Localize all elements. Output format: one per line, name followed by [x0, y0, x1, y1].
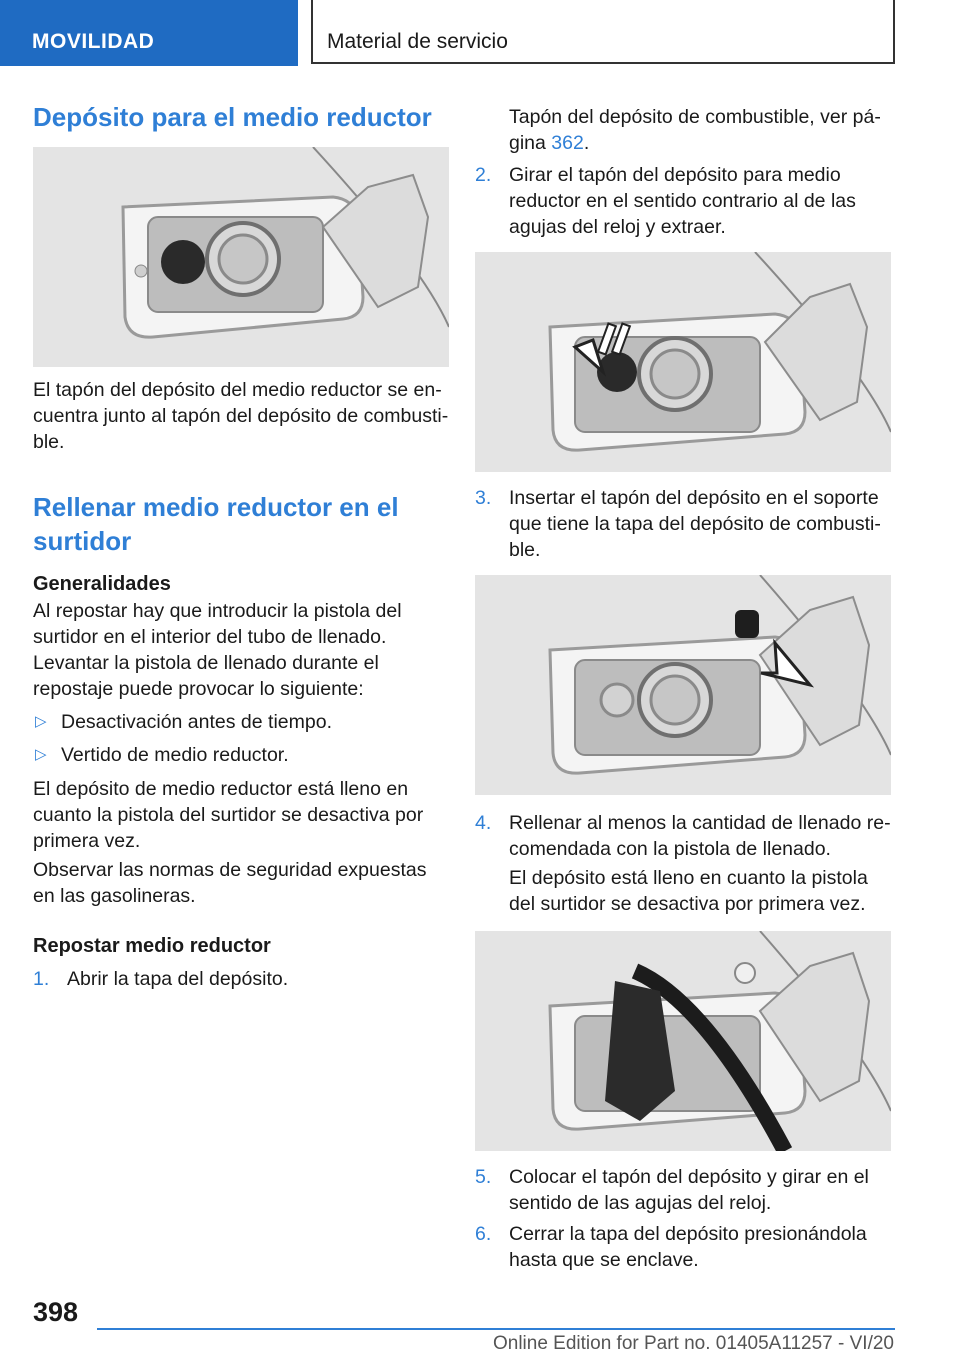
illustration-unscrew-cap [475, 252, 891, 472]
chapter-tab[interactable]: MOVILIDAD [0, 0, 298, 66]
paragraph-safety: Observar las normas de seguridad expuestas en las gasolineras. [33, 859, 427, 907]
step-number: 5. [475, 1166, 492, 1188]
step-text: Rellenar al menos la cantidad de llenado recomendada con la pistola de llenado. [509, 812, 891, 860]
paragraph-generalidades: Al repostar hay que introducir la pistola del surtidor en el interior del tubo de llenado. Levantar la pistola de llenado durante el repostaje puede provocar lo siguiente: [33, 600, 402, 700]
section-title: Material de servicio [311, 0, 895, 64]
bullet-item [33, 709, 449, 735]
illustration-cap-holder [475, 575, 891, 795]
illustration-nozzle-filling [475, 931, 891, 1151]
step-item [33, 966, 449, 992]
step-item [475, 162, 893, 240]
bullet-text: Desactivación antes de tiempo. [61, 711, 332, 733]
paragraph-cap-location: El tapón del depósito del medio reductor se encuentra junto al tapón del depósito de combustible. [33, 379, 449, 453]
step-text: Girar el tapón del depósito para medio reductor en el sentido contrario al de las agujas del reloj y extraer. [509, 164, 856, 238]
step-text: Cerrar la tapa del depósito presionándola hasta que se enclave. [509, 1223, 867, 1271]
step-continuation-text: Tapón del depósito de combustible, ver página [509, 106, 881, 154]
bullet-item [33, 742, 449, 768]
step-4-detail: El depósito está lleno en cuanto la pistola del surtidor se desactiva por primera vez. [509, 867, 868, 915]
step-continuation [475, 104, 893, 156]
cap-holder-drawing [475, 575, 891, 795]
step-item [475, 485, 893, 563]
subheading-repostar: Repostar medio reductor [33, 935, 271, 957]
nozzle-drawing [475, 931, 891, 1151]
page-number: 398 [33, 1297, 79, 1327]
paragraph-full-indication: El depósito de medio reductor está lleno en cuanto la pistola del surtidor se desactiva por primera vez. [33, 778, 424, 852]
unscrew-drawing [475, 252, 891, 472]
footer-divider [97, 1328, 895, 1330]
subheading-generalidades: Generalidades [33, 573, 171, 595]
heading-deposito: Depósito para el medio reductor [33, 102, 432, 132]
edition-note[interactable]: Online Edition for Part no. 01405A11257 - VI/20 [492, 1333, 894, 1354]
illustration-tank-flap-open [33, 147, 449, 367]
heading-rellenar: Rellenar medio reductor en el surtidor [33, 492, 399, 556]
step-item [475, 810, 893, 862]
fuel-flap-drawing [33, 147, 449, 367]
step-number: 4. [475, 812, 492, 834]
triangle-bullet-icon: ▷ [35, 746, 47, 763]
step-text: Colocar el tapón del depósito y girar en el sentido de las agujas del reloj. [509, 1166, 869, 1214]
step-item [475, 1164, 893, 1216]
bullet-text: Vertido de medio reductor. [61, 744, 289, 766]
step-item [475, 1221, 893, 1273]
step-number: 3. [475, 487, 492, 509]
step-number: 6. [475, 1223, 492, 1245]
step-number: 1. [33, 968, 50, 990]
step-text: Abrir la tapa del depósito. [67, 968, 289, 990]
step-text: Insertar el tapón del depósito en el soporte que tiene la tapa del depósito de combustible. [509, 487, 881, 561]
step-continuation-end: . [583, 132, 590, 154]
step-number: 2. [475, 164, 492, 186]
page-reference-link[interactable]: 362 [551, 132, 584, 154]
triangle-bullet-icon: ▷ [35, 713, 47, 730]
